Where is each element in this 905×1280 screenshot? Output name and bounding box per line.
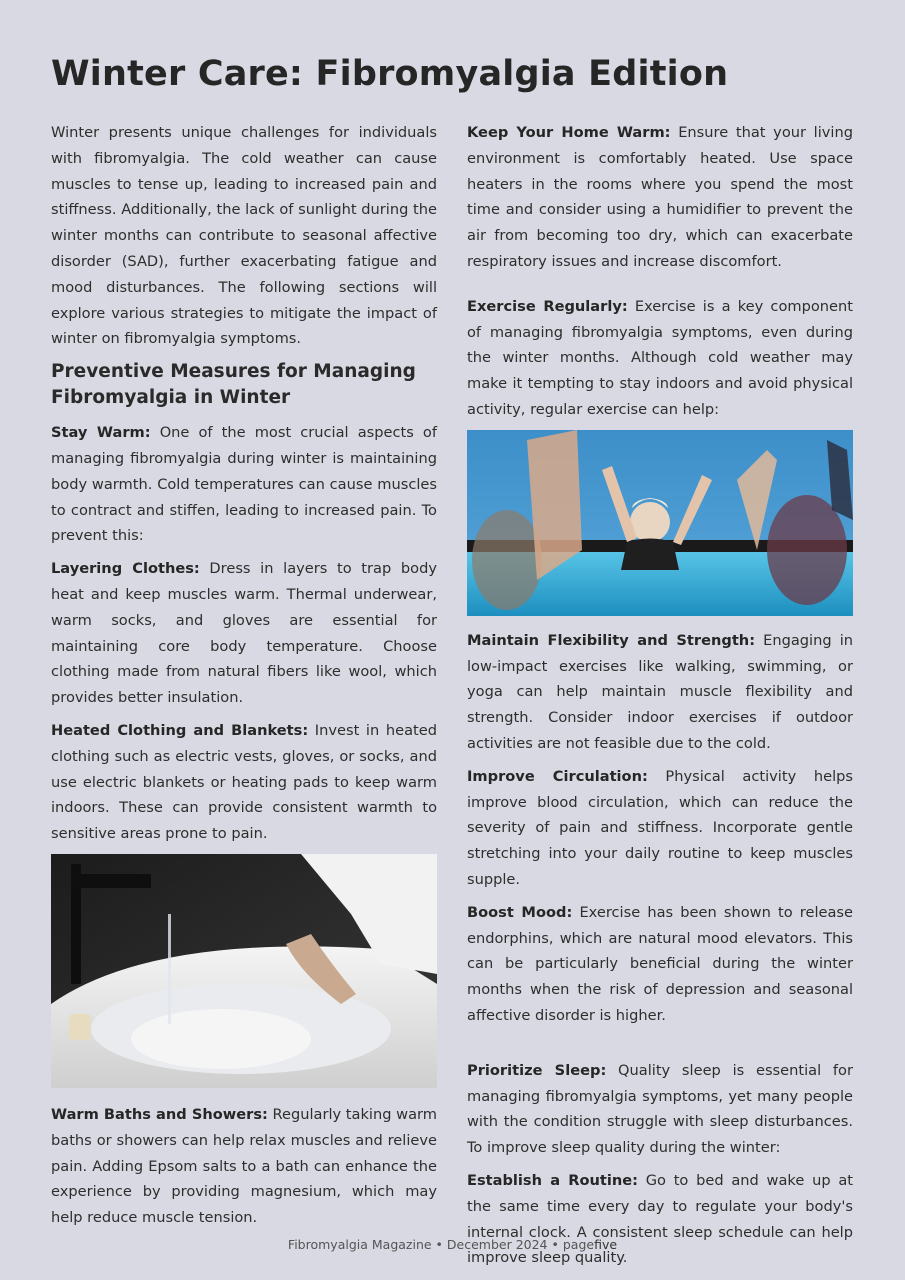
tip-label: Establish a Routine:: [467, 1171, 638, 1189]
page-title: Winter Care: Fibromyalgia Edition: [51, 54, 729, 94]
tip-label: Improve Circulation:: [467, 767, 648, 785]
tip-text: Exercise is a key component of managing fibromyalgia symptoms, even during the winter months. Although cold weather may make it tempting to stay indoors and avoid physical activity, regular exercise can help:: [467, 297, 853, 418]
tip-text: Engaging in low-impact exercises like walking, swimming, or yoga can help maintain muscle flexibility and strength. Consider indoor exercises if outdoor activities are not feasible due to the cold.: [467, 631, 853, 752]
tip-stay-warm: [51, 420, 437, 549]
tip-label: Heated Clothing and Blankets:: [51, 721, 309, 739]
tip-warm-baths: [51, 1102, 437, 1231]
tip-keep-home-warm: [467, 120, 853, 275]
footer-magazine: Fibromyalgia Magazine: [287, 1237, 432, 1252]
tip-text: Ensure that your living environment is comfortably heated. Use space heaters in the rooms where you spend the most time and consider using a humidifier to prevent the air from becoming too dry, which can exacerbate respiratory issues and increase discomfort.: [467, 124, 853, 270]
tip-establish-routine: [467, 1168, 853, 1271]
tip-improve-circulation: [467, 764, 853, 893]
footer-separator: •: [435, 1237, 443, 1252]
tip-boost-mood: [467, 900, 853, 1029]
tip-label: Maintain Flexibility and Strength:: [467, 631, 756, 649]
left-column: [51, 120, 437, 1238]
footer-page-number: five: [594, 1237, 618, 1252]
right-column: [467, 120, 853, 1278]
tip-label: Prioritize Sleep:: [467, 1061, 607, 1079]
tip-exercise-regularly: [467, 294, 853, 423]
tip-text: Exercise has been shown to release endorphins, which are natural mood elevators. This can be particularly beneficial during the winter months when the risk of depression and seasonal affective disorder is higher.: [467, 903, 853, 1024]
tip-prioritize-sleep: [467, 1058, 853, 1161]
footer-date: December 2024: [446, 1237, 548, 1252]
tip-label: Keep Your Home Warm:: [467, 124, 671, 141]
tip-flexibility-strength: [467, 628, 853, 757]
tip-label: Layering Clothes:: [51, 560, 200, 578]
tip-text: Physical activity helps improve blood circulation, which can reduce the severity of pain and stiffness. Incorporate gentle stretching into your daily routine to keep muscles supple.: [467, 767, 853, 888]
footer-page-prefix: page: [562, 1237, 595, 1252]
tip-text: Invest in heated clothing such as electric vests, gloves, or socks, and use electric blankets or heating pads to keep warm indoors. These can provide consistent warmth to sensitive areas prone to pain.: [51, 721, 437, 843]
bathtub-photo: [51, 854, 437, 1088]
tip-label: Stay Warm:: [51, 424, 151, 442]
page-footer: [0, 1237, 905, 1252]
tip-text: One of the most crucial aspects of managing fibromyalgia during winter is maintaining body warmth. Cold temperatures can cause muscles to contract and stiffen, leading to increased pain. To prevent this:: [51, 424, 437, 545]
tip-text: Dress in layers to trap body heat and keep muscles warm. Thermal underwear, warm socks, and gloves are essential for maintaining core body temperature. Choose clothing made from natural fibers like wool, which provides better insulation.: [51, 560, 437, 707]
footer-separator: •: [551, 1237, 559, 1252]
tip-layering-clothes: [51, 556, 437, 711]
tip-label: Exercise Regularly:: [467, 297, 628, 315]
section-heading: Preventive Measures for Managing Fibromyalgia in Winter: [51, 361, 416, 409]
tip-text: Regularly taking warm baths or showers can help relax muscles and relieve pain. Adding Epsom salts to a bath can enhance the experience by providing magnesium, which may help reduce muscle tension.: [51, 1105, 437, 1227]
tip-heated-clothing: [51, 718, 437, 847]
intro-paragraph: Winter presents unique challenges for individuals with fibromyalgia. The cold weather can cause muscles to tense up, leading to increased pain and stiffness. Additionally, the lack of sunlight during the winter months can contribute to seasonal affective disorder (SAD), further exacerbating fatigue and mood disturbances. The following sections will explore various strategies to mitigate the impact of winter on fibromyalgia symptoms.: [51, 124, 437, 348]
aqua-exercise-photo: [467, 430, 853, 616]
tip-text: Quality sleep is essential for managing fibromyalgia symptoms, yet many people with the condition struggle with sleep disturbances. To improve sleep quality during the winter:: [467, 1061, 853, 1157]
tip-text: Go to bed and wake up at the same time every day to regulate your body's internal clock. A consistent sleep schedule can help improve sleep quality.: [467, 1171, 853, 1267]
tip-label: Warm Baths and Showers:: [51, 1105, 268, 1123]
tip-label: Boost Mood:: [467, 903, 573, 921]
